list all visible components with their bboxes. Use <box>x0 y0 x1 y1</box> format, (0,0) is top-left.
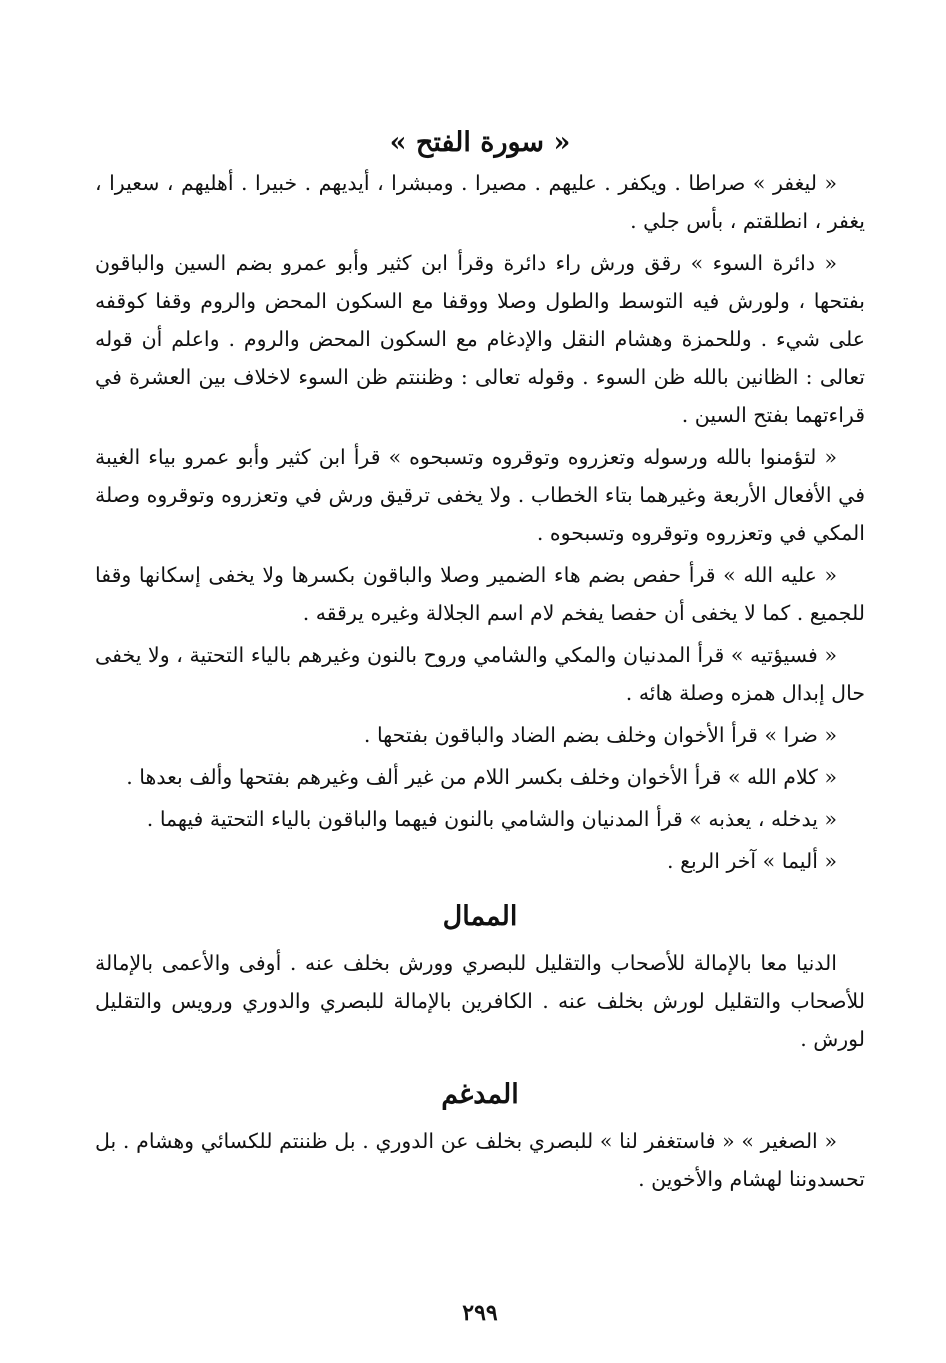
paragraph-darran: « ضرا » قرأ الأخوان وخلف بضم الضاد والباقون بفتحها . <box>363 723 837 747</box>
paragraph-kalam-allah: « كلام الله » قرأ الأخوان وخلف بكسر اللام من غير ألف وغيرهم بفتحها وألف بعدها . <box>126 765 837 789</box>
paragraph-forms: « ليغفر » صراطا . ويكفر . عليهم . مصيرا . ومبشرا ، أيديهم . خبيرا . أهليهم ، سعيرا ، يغفر ، انطلقتم ، بأس جلي . <box>95 171 865 233</box>
section-text-imala: الدنيا معا بالإمالة للأصحاب والتقليل للبصري وورش بخلف عنه . أوفى والأعمى بالإمالة للأصحاب والتقليل لورش بخلف عنه . الكافرين بالإمالة للبصري والدوري ورويس والتقليل لورش . <box>95 951 865 1051</box>
paragraph-dairat-al-saw: « دائرة السوء » رقق ورش راء دائرة وقرأ ابن كثير وأبو عمرو بضم السين والباقون بفتحها ، ولورش فيه التوسط والطول وصلا ووقفا مع السكون المحض والروم وقفا كوقفه على شيء . وللحمزة وهشام النقل والإدغام مع السكون المحض والروم . واعلم أن قوله تعالى : الظانين بالله ظن السوء . وقوله تعالى : وظننتم ظن السوء لاخلاف بين العشرة في قراءتهما بفتح السين . <box>95 251 866 427</box>
paragraph-yudkhilhu: « يدخله ، يعذبه » قرأ المدنيان والشامي بالنون فيهما والباقون بالياء التحتية فيهما . <box>146 807 837 831</box>
page-number: ٢٩٩ <box>462 1300 498 1326</box>
paragraph-aliman: « أليما » آخر الربع . <box>667 849 837 873</box>
paragraph-litu-minu: « لتؤمنوا بالله ورسوله وتعزروه وتوقروه وتسبحوه » قرأ ابن كثير وأبو عمرو بياء الغيبة في الأفعال الأربعة وغيرهما بتاء الخطاب . ولا يخفى ترقيق ورش في وتعزروه وتوقروه وصلة المكي في وتعزروه وتوقروه وتسبحوه . <box>95 445 865 545</box>
book-page <box>95 118 865 1338</box>
paragraph-alayhu-allah: « عليه الله » قرأ حفص بضم هاء الضمير وصلا والباقون بكسرها ولا يخفى إسكانها وقفا للجميع . كما لا يخفى أن حفصا يفخم لام اسم الجلالة وغيره يرققه . <box>95 563 865 625</box>
section-title-imala: الممال <box>442 901 518 932</box>
paragraph-fasayutihi: « فسيؤتيه » قرأ المدنيان والمكي والشامي وروح بالنون وغيرهم بالياء التحتية ، ولا يخفى حال إبدال همزه وصلة هائه . <box>95 643 865 705</box>
section-text-idgham: « الصغير » « فاستغفر لنا » للبصري بخلف عن الدوري . بل ظننتم للكسائي وهشام . بل تحسدوننا لهشام والأخوين . <box>95 1129 865 1191</box>
surah-title: « سورة الفتح » <box>389 127 571 158</box>
section-title-idgham: المدغم <box>441 1079 519 1110</box>
